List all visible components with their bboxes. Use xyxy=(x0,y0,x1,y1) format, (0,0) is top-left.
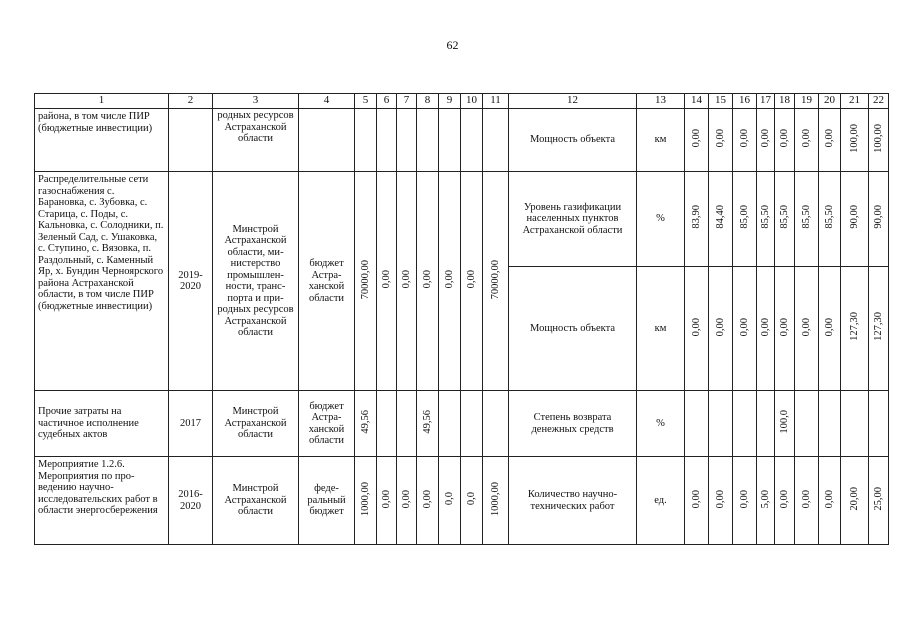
target-value-cell: 0,00 xyxy=(733,457,757,545)
source-cell xyxy=(299,109,355,172)
column-number: 8 xyxy=(417,94,439,109)
target-value-cell: 84,40 xyxy=(709,172,733,267)
indicator-cell: Мощность объекта xyxy=(509,109,637,172)
value-cell: 1000,00 xyxy=(355,457,377,545)
value-cell xyxy=(461,391,483,457)
page-number: 62 xyxy=(446,38,459,52)
indicator-cell: Уровень газификации населенных пунктов Астраханской области xyxy=(509,172,637,267)
period-cell: 2017 xyxy=(169,391,213,457)
target-value-cell: 0,00 xyxy=(685,109,709,172)
target-value-cell: 0,00 xyxy=(709,267,733,391)
value-cell: 0,00 xyxy=(461,172,483,391)
target-value-cell: 85,50 xyxy=(757,172,775,267)
target-value-cell xyxy=(733,391,757,457)
target-value-cell: 0,00 xyxy=(775,267,795,391)
target-value-cell: 0,00 xyxy=(819,267,841,391)
target-value-cell xyxy=(795,391,819,457)
target-value-cell: 0,00 xyxy=(709,109,733,172)
table-row xyxy=(35,109,889,172)
column-number: 12 xyxy=(509,94,637,109)
target-value-cell: 85,50 xyxy=(819,172,841,267)
column-number-row xyxy=(35,94,889,109)
target-value-cell: 0,00 xyxy=(795,267,819,391)
table-row xyxy=(35,391,889,457)
executor-cell: родных ресурсов Астраханской области xyxy=(213,109,299,172)
value-cell xyxy=(377,109,397,172)
indicator-cell: Степень возврата денежных средств xyxy=(509,391,637,457)
executor-cell: Минстрой Астраханской области xyxy=(213,391,299,457)
column-number: 22 xyxy=(869,94,889,109)
target-value-cell: 0,00 xyxy=(795,109,819,172)
unit-cell: % xyxy=(637,172,685,267)
target-value-cell: 85,50 xyxy=(775,172,795,267)
target-value-cell xyxy=(869,391,889,457)
value-cell: 70000,00 xyxy=(355,172,377,391)
target-value-cell xyxy=(685,391,709,457)
column-number: 17 xyxy=(757,94,775,109)
value-cell: 1000,00 xyxy=(483,457,509,545)
target-value-cell: 90,00 xyxy=(841,172,869,267)
column-number: 19 xyxy=(795,94,819,109)
value-cell: 0,0 xyxy=(439,457,461,545)
target-value-cell: 100,00 xyxy=(841,109,869,172)
target-value-cell: 0,00 xyxy=(757,109,775,172)
column-number: 20 xyxy=(819,94,841,109)
column-number: 15 xyxy=(709,94,733,109)
period-cell xyxy=(169,109,213,172)
target-value-cell: 20,00 xyxy=(841,457,869,545)
column-number: 1 xyxy=(35,94,169,109)
column-number: 6 xyxy=(377,94,397,109)
value-cell: 0,00 xyxy=(417,457,439,545)
value-cell: 49,56 xyxy=(355,391,377,457)
value-cell: 0,00 xyxy=(377,457,397,545)
column-number: 2 xyxy=(169,94,213,109)
column-number: 21 xyxy=(841,94,869,109)
target-value-cell: 0,00 xyxy=(819,457,841,545)
value-cell xyxy=(397,391,417,457)
source-cell: федеральный бюджет xyxy=(299,457,355,545)
value-cell xyxy=(483,391,509,457)
column-number: 13 xyxy=(637,94,685,109)
value-cell xyxy=(417,109,439,172)
period-cell: 2016-2020 xyxy=(169,457,213,545)
target-value-cell: 0,00 xyxy=(685,267,709,391)
value-cell: 0,00 xyxy=(377,172,397,391)
column-number: 9 xyxy=(439,94,461,109)
target-value-cell: 85,50 xyxy=(795,172,819,267)
target-value-cell: 100,00 xyxy=(869,109,889,172)
target-value-cell: 0,00 xyxy=(733,267,757,391)
target-value-cell xyxy=(841,391,869,457)
period-cell: 2019-2020 xyxy=(169,172,213,391)
value-cell: 0,00 xyxy=(397,457,417,545)
target-value-cell xyxy=(757,391,775,457)
unit-cell: км xyxy=(637,267,685,391)
target-value-cell: 0,00 xyxy=(795,457,819,545)
column-number: 10 xyxy=(461,94,483,109)
activity-name-cell: района, в том числе ПИР (бюджетные инвестиции) xyxy=(35,109,169,172)
target-value-cell: 0,00 xyxy=(685,457,709,545)
column-number: 14 xyxy=(685,94,709,109)
column-number: 11 xyxy=(483,94,509,109)
source-cell: бюджет Астраханской области xyxy=(299,391,355,457)
target-value-cell: 83,90 xyxy=(685,172,709,267)
activity-name-cell: Мероприятие 1.2.6. Мероприятия по проведению научно-исследовательских работ в области энергосбережения xyxy=(35,457,169,545)
value-cell xyxy=(439,109,461,172)
target-value-cell: 0,00 xyxy=(733,109,757,172)
target-value-cell: 0,00 xyxy=(757,267,775,391)
target-value-cell: 90,00 xyxy=(869,172,889,267)
value-cell xyxy=(397,109,417,172)
value-cell: 0,0 xyxy=(461,457,483,545)
column-number: 7 xyxy=(397,94,417,109)
value-cell xyxy=(377,391,397,457)
program-table xyxy=(34,93,889,545)
value-cell xyxy=(439,391,461,457)
target-value-cell: 100,0 xyxy=(775,391,795,457)
activity-name-cell: Распределительные сети газоснабжения с. Барановка, с. Зубовка, с. Старица, с. Поды, с. Кальновка, с. Солодники, п. Зеленый Сад, с. Ушаковка, с. Ступино, с. Вязовка, п. Раздольный, с. Каменный Яр, х. Бундин Черноярского района Астраханской области, в том числе ПИР (бюджетные инвестиции) xyxy=(35,172,169,391)
target-value-cell: 0,00 xyxy=(775,109,795,172)
table-row xyxy=(35,172,889,267)
unit-cell: ед. xyxy=(637,457,685,545)
unit-cell: км xyxy=(637,109,685,172)
column-number: 5 xyxy=(355,94,377,109)
target-value-cell: 127,30 xyxy=(841,267,869,391)
column-number: 3 xyxy=(213,94,299,109)
target-value-cell: 0,00 xyxy=(819,109,841,172)
target-value-cell: 0,00 xyxy=(775,457,795,545)
column-number: 16 xyxy=(733,94,757,109)
source-cell: бюджет Астраханской области xyxy=(299,172,355,391)
executor-cell: Минстрой Астраханской области xyxy=(213,457,299,545)
value-cell: 0,00 xyxy=(439,172,461,391)
target-value-cell: 5,00 xyxy=(757,457,775,545)
indicator-cell: Мощность объекта xyxy=(509,267,637,391)
table-row xyxy=(35,457,889,545)
column-number: 18 xyxy=(775,94,795,109)
value-cell: 0,00 xyxy=(397,172,417,391)
target-value-cell: 0,00 xyxy=(709,457,733,545)
column-number: 4 xyxy=(299,94,355,109)
activity-name-cell: Прочие затраты на частичное исполнение судебных актов xyxy=(35,391,169,457)
target-value-cell: 25,00 xyxy=(869,457,889,545)
target-value-cell: 85,00 xyxy=(733,172,757,267)
indicator-cell: Количество научно-технических работ xyxy=(509,457,637,545)
target-value-cell: 127,30 xyxy=(869,267,889,391)
value-cell xyxy=(483,109,509,172)
value-cell: 70000,00 xyxy=(483,172,509,391)
executor-cell: Минстрой Астраханской области, министерство промышленности, транспорта и природных ресурсов Астраханской области xyxy=(213,172,299,391)
value-cell: 49,56 xyxy=(417,391,439,457)
value-cell: 0,00 xyxy=(417,172,439,391)
target-value-cell xyxy=(819,391,841,457)
unit-cell: % xyxy=(637,391,685,457)
value-cell xyxy=(461,109,483,172)
value-cell xyxy=(355,109,377,172)
target-value-cell xyxy=(709,391,733,457)
